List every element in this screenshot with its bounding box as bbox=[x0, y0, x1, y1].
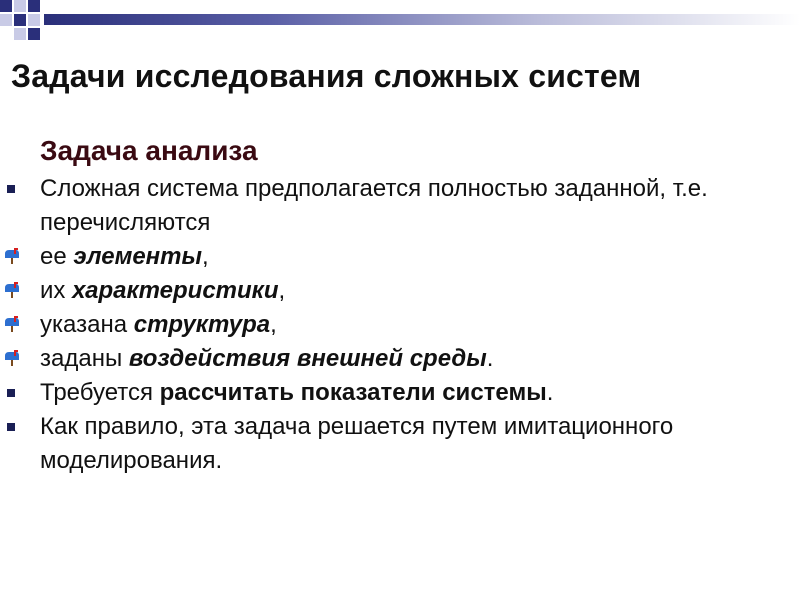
item-suffix: , bbox=[202, 243, 209, 270]
mailbox-icon bbox=[4, 240, 24, 274]
item-emphasis: структура bbox=[133, 311, 271, 338]
item-emphasis: элементы bbox=[73, 243, 203, 270]
item-emphasis: воздействия внешней среды bbox=[128, 345, 487, 372]
list-item bbox=[0, 274, 800, 308]
item-suffix: . bbox=[486, 345, 494, 372]
slide-subheading: Задача анализа bbox=[40, 135, 258, 166]
item-suffix: . bbox=[546, 379, 554, 406]
item-suffix: , bbox=[270, 311, 277, 338]
list-item bbox=[0, 240, 800, 274]
square-bullet-icon bbox=[4, 410, 24, 444]
item-prefix: заданы bbox=[40, 345, 129, 372]
mailbox-icon bbox=[4, 342, 24, 376]
item-suffix: , bbox=[278, 277, 286, 304]
square-bullet-icon bbox=[4, 172, 24, 206]
item-text: Как правило, эта задача решается путем имитационного моделирования. bbox=[40, 413, 674, 474]
list-item bbox=[0, 410, 800, 478]
list-item bbox=[0, 172, 800, 240]
mailbox-icon bbox=[4, 274, 24, 308]
item-prefix: Требуется bbox=[40, 379, 160, 406]
item-prefix: указана bbox=[40, 311, 134, 338]
bullet-list bbox=[0, 172, 800, 478]
slide-title: Задачи исследования сложных систем bbox=[11, 58, 642, 94]
list-item bbox=[0, 342, 800, 376]
mailbox-icon bbox=[4, 308, 24, 342]
top-gradient-rule bbox=[44, 14, 800, 25]
list-item bbox=[0, 376, 800, 410]
square-bullet-icon bbox=[4, 376, 24, 410]
item-text: Сложная система предполагается полностью заданной, т.е. перечисляются bbox=[40, 175, 708, 236]
item-emphasis: характеристики bbox=[72, 277, 279, 304]
item-prefix: ее bbox=[40, 243, 74, 270]
item-strong: рассчитать показатели системы bbox=[159, 379, 547, 406]
list-item bbox=[0, 308, 800, 342]
item-prefix: их bbox=[40, 277, 73, 304]
